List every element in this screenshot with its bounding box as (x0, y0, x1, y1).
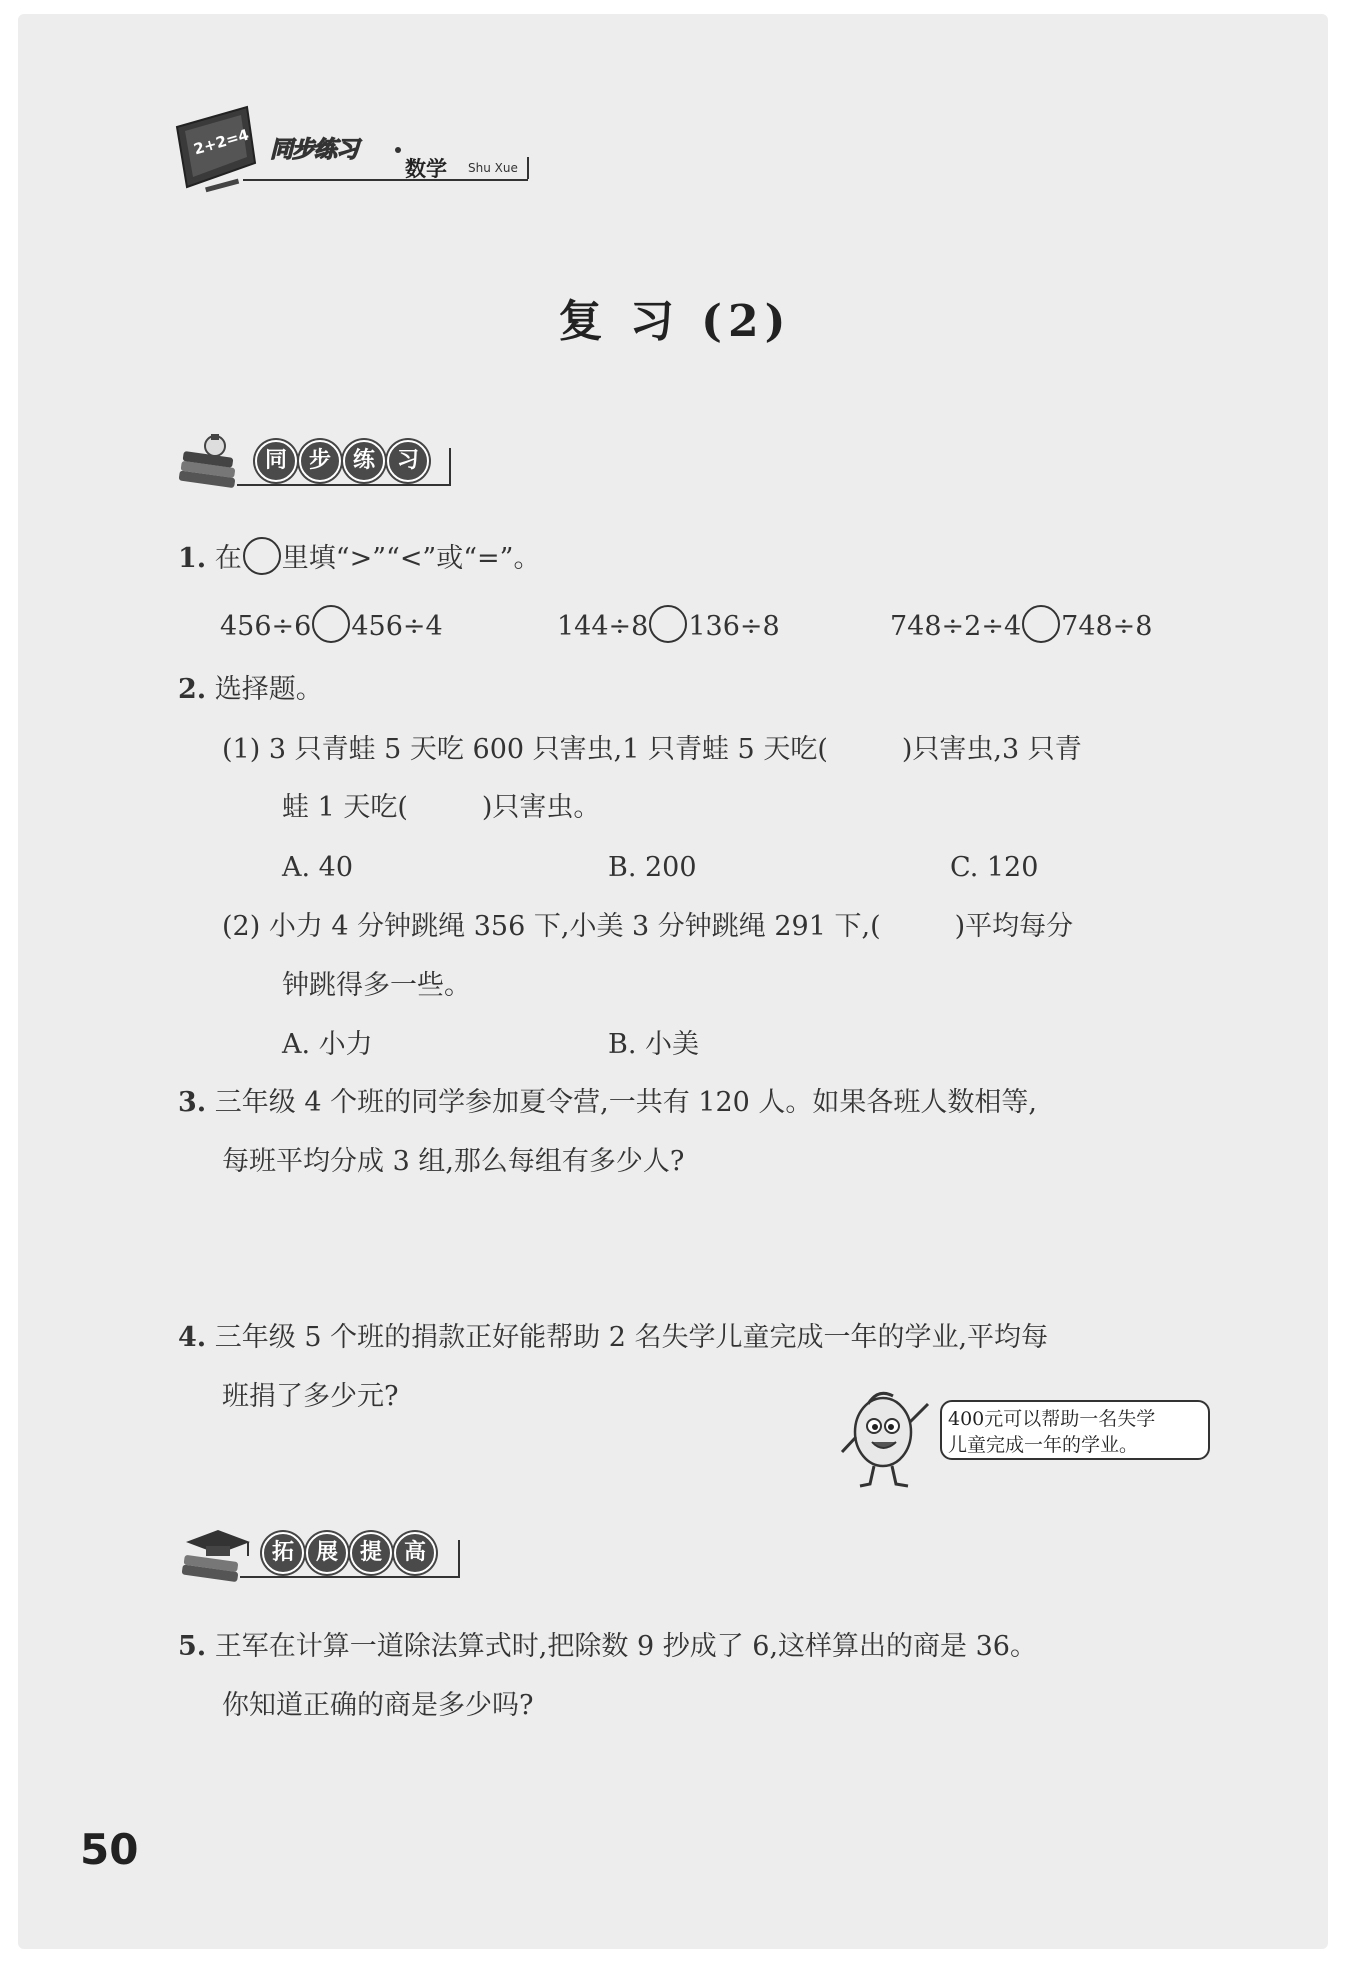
sub-question-text: )只害虫。 (481, 792, 601, 823)
option-c[interactable]: C. 120 (950, 852, 1039, 883)
option-a[interactable]: A. 小力 (282, 1029, 373, 1060)
compare-item (557, 605, 780, 647)
question-text: 三年级 5 个班的捐款正好能帮助 2 名失学儿童完成一年的学业,平均每 (214, 1322, 1049, 1353)
expr-right: 748÷8 (1061, 611, 1153, 642)
page-number: 50 (80, 1825, 139, 1874)
section-char: 提 (350, 1532, 392, 1574)
question-number: 4. (178, 1322, 207, 1353)
expr-right: 136÷8 (688, 611, 780, 642)
question-3 (178, 1083, 1037, 1123)
subject-pinyin: Shu Xue (468, 161, 518, 175)
sub-question-text: 蛙 1 天吃( (282, 792, 408, 823)
sub-question-1 (222, 730, 1082, 770)
separator-dot (395, 147, 401, 153)
question-text: 在 (214, 543, 242, 574)
option-b[interactable]: B. 200 (608, 852, 697, 883)
sub-question-text: (2) 小力 4 分钟跳绳 356 下,小美 3 分钟跳绳 291 下,( (222, 911, 881, 942)
expr-right: 456÷4 (351, 611, 443, 642)
question-text: 里填“>”“<”或“=”。 (281, 543, 541, 574)
sub-question-2-cont: 钟跳得多一些。 (282, 970, 471, 1001)
expr-left: 144÷8 (557, 611, 649, 642)
question-5 (178, 1627, 1037, 1667)
question-2 (178, 670, 323, 710)
section-char: 拓 (262, 1532, 304, 1574)
compare-item (220, 605, 443, 647)
sub-question-text: )平均每分 (954, 911, 1074, 942)
brand-label: 同步练习 (270, 137, 358, 163)
board-text: 2+2=4 (191, 125, 251, 159)
section-char: 展 (306, 1532, 348, 1574)
section-char: 练 (343, 440, 385, 482)
question-number: 5. (178, 1631, 207, 1662)
section-char: 步 (299, 440, 341, 482)
expr-left: 748÷2÷4 (890, 611, 1022, 642)
sub-question-text: (1) 3 只青蛙 5 天吃 600 只害虫,1 只青蛙 5 天吃( (222, 734, 828, 765)
question-number: 2. (178, 674, 207, 705)
option-a[interactable]: A. 40 (282, 852, 354, 883)
question-4-cont: 班捐了多少元? (222, 1381, 399, 1412)
section-extend (178, 1522, 458, 1592)
option-b[interactable]: B. 小美 (608, 1029, 700, 1060)
question-number: 3. (178, 1087, 207, 1118)
speech-bubble (940, 1400, 1210, 1460)
expr-left: 456÷6 (220, 611, 312, 642)
compare-item (890, 605, 1152, 647)
sub-question-2 (222, 907, 1073, 947)
question-text: 王军在计算一道除法算式时,把除数 9 抄成了 6,这样算出的商是 36。 (214, 1631, 1037, 1662)
section-char: 高 (394, 1532, 436, 1574)
blank-circle[interactable] (312, 605, 350, 643)
page-title: 复 习 (2) (558, 296, 792, 347)
bubble-line: 儿童完成一年的学业。 (948, 1434, 1139, 1456)
question-1 (178, 537, 540, 579)
header-rule-end (527, 157, 529, 179)
subject-label: 数学 (405, 157, 447, 181)
section-char: 同 (255, 440, 297, 482)
section-char: 习 (387, 440, 429, 482)
blank-circle[interactable] (243, 537, 281, 575)
question-3-cont: 每班平均分成 3 组,那么每组有多少人? (222, 1146, 685, 1177)
section-practice (175, 430, 455, 500)
blank-circle[interactable] (649, 605, 687, 643)
mascot-icon (838, 1382, 938, 1492)
header-logo (175, 105, 530, 195)
question-text: 选择题。 (214, 674, 323, 705)
blank-circle[interactable] (1022, 605, 1060, 643)
question-5-cont: 你知道正确的商是多少吗? (222, 1690, 534, 1721)
bubble-line: 400元可以帮助一名失学 (948, 1408, 1156, 1430)
sub-question-text: )只害虫,3 只青 (901, 734, 1082, 765)
question-4 (178, 1318, 1048, 1358)
question-number: 1. (178, 543, 207, 574)
question-text: 三年级 4 个班的同学参加夏令营,一共有 120 人。如果各班人数相等, (214, 1087, 1037, 1118)
header-rule (243, 179, 528, 181)
sub-question-1-cont (282, 788, 600, 828)
